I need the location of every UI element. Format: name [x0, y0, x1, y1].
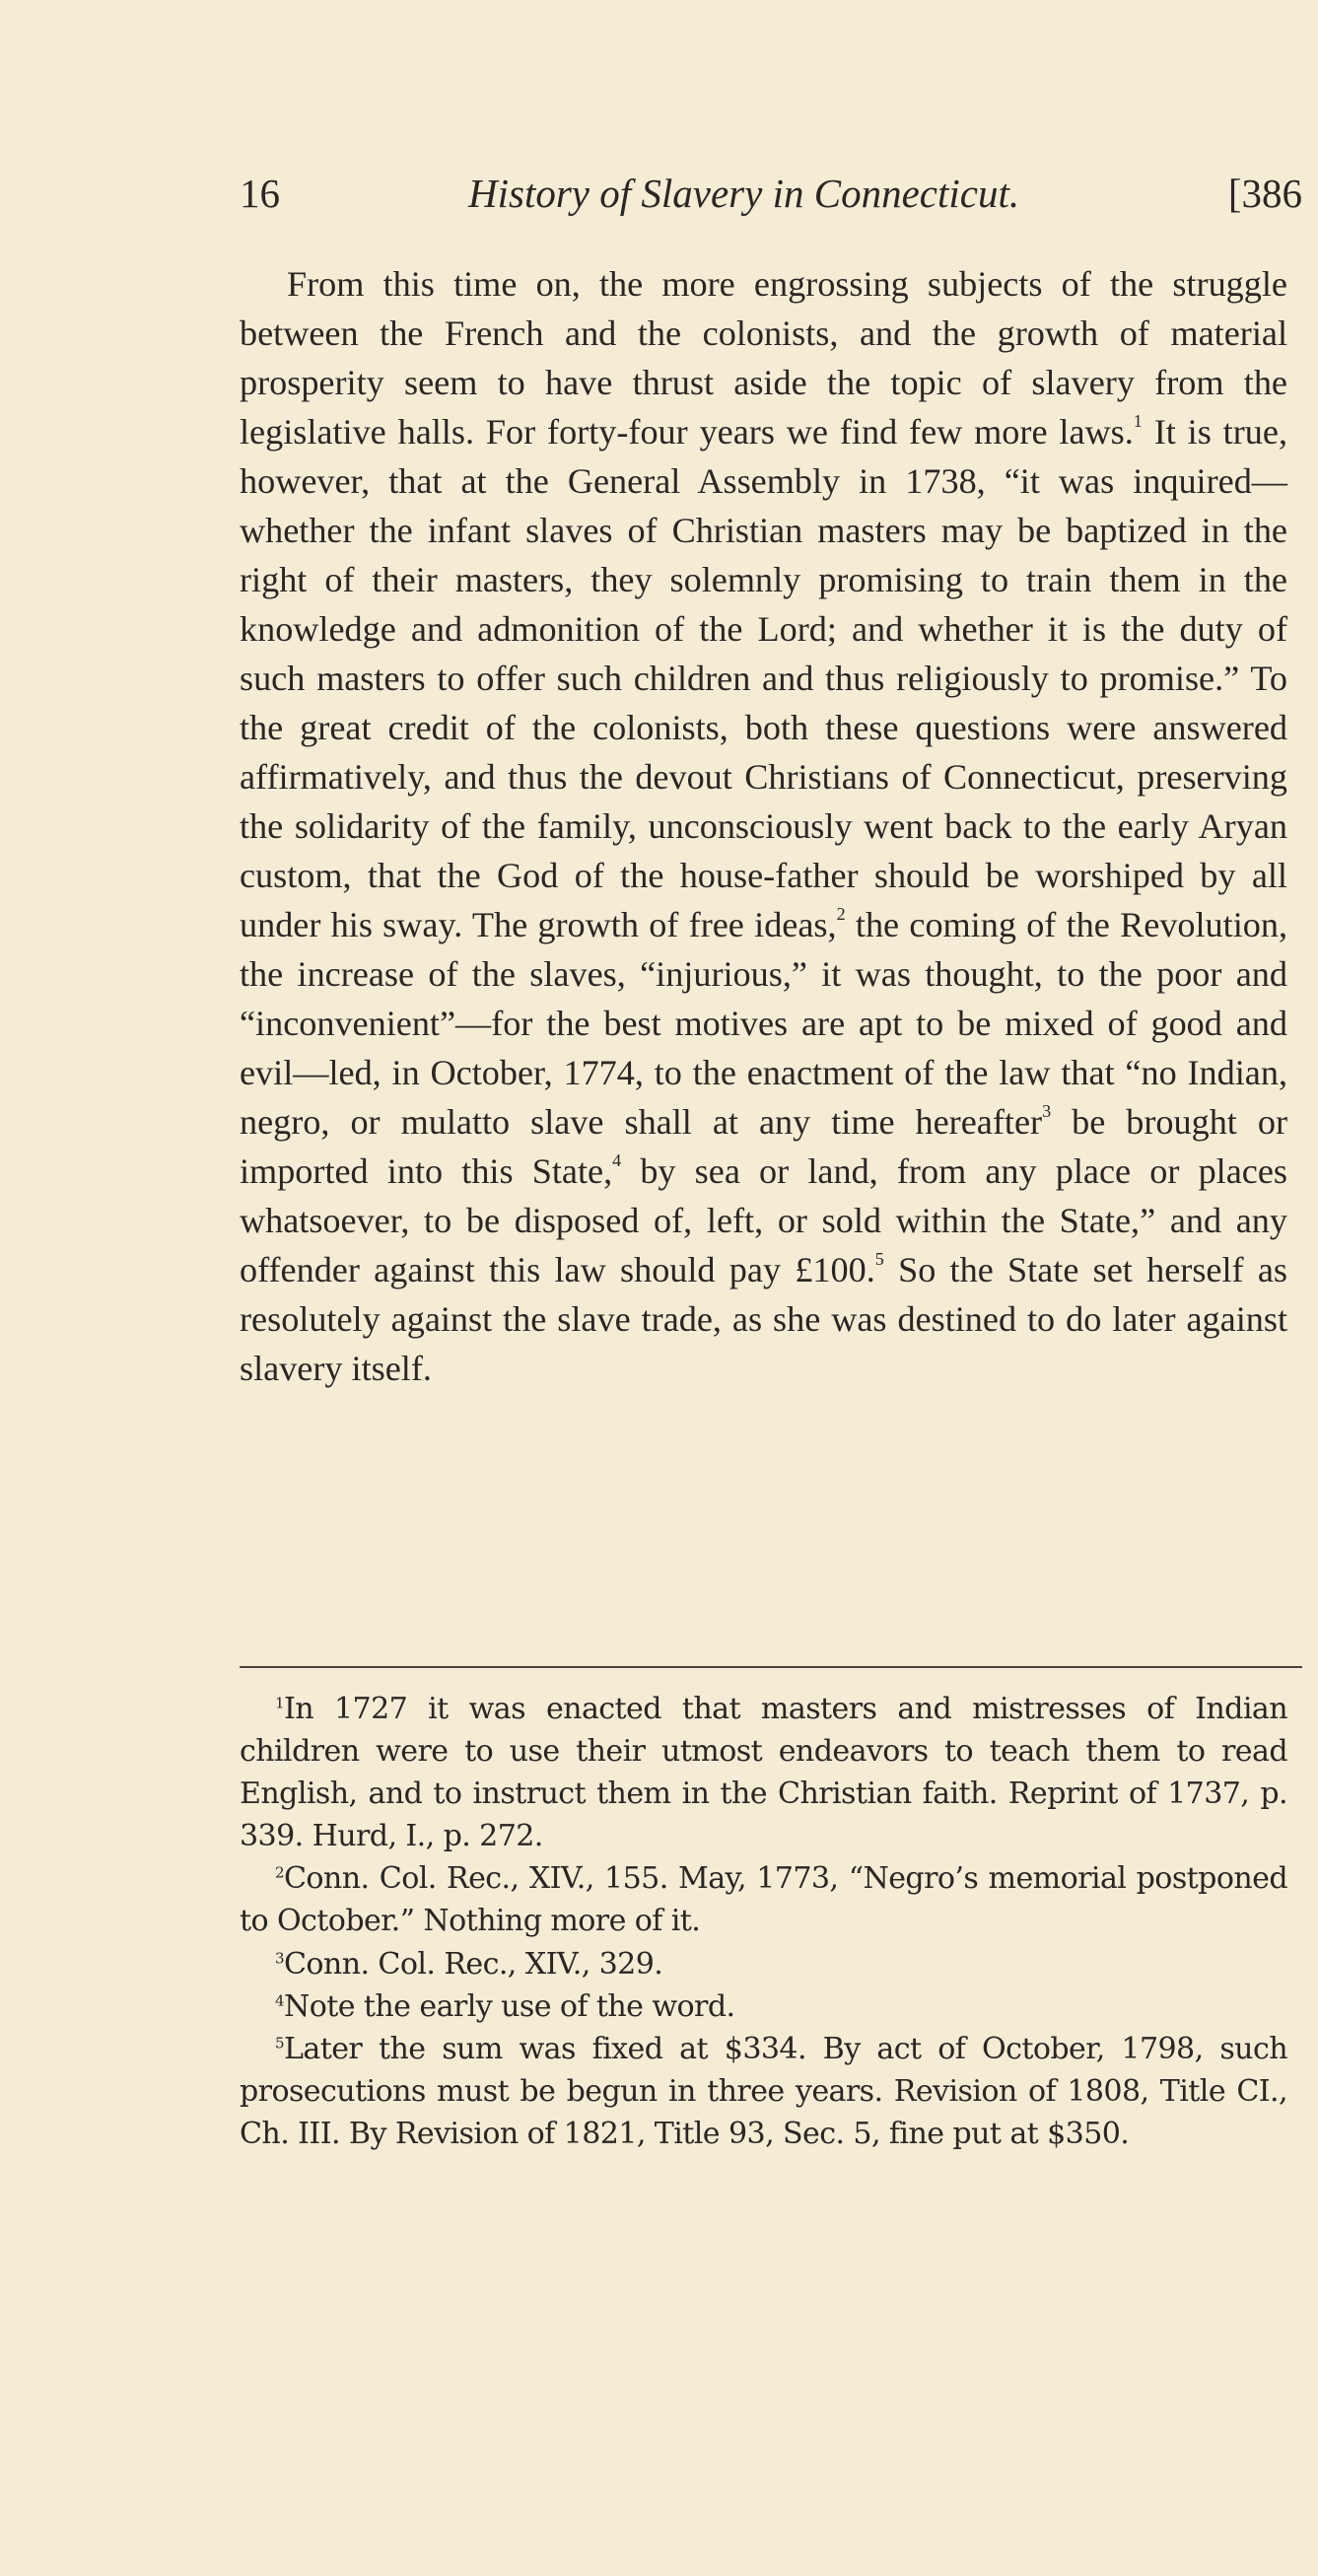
footnote-ref-4: 4	[612, 1149, 622, 1170]
body-segment-1: From this time on, the more engrossing subjects of the struggle between the French and the colonists, and the growth of material prosperity seem to have thrust aside the topic of slavery from the legislative halls. For forty-four years we find few more laws.	[240, 264, 1287, 452]
footnote-ref-3: 3	[1042, 1100, 1052, 1121]
footnote	[240, 1688, 1287, 1857]
footnote	[240, 2028, 1287, 2155]
footnote-text: Conn. Col. Rec., XIV., 155. May, 1773, “Negro’s memorial postponed to October.” Nothing more of it.	[240, 1861, 1287, 1939]
footnote-marker: 2	[275, 1863, 284, 1882]
footnote-marker: 1	[275, 1694, 284, 1712]
body-text	[240, 259, 1287, 1393]
body-segment-3: the coming of the Revolution, the increase of the slaves, “injurious,” it was thought, to the poor and “inconvenient”—for the best motives are apt to be mixed of good and evil—led, in October, 1774, to the enactment of the law that “no Indian, negro, or mulatto slave shall at any time hereafter	[240, 905, 1287, 1142]
body-segment-6: So the State set herself as resolutely against the slave trade, as she was destined to do later against slavery itself.	[240, 1250, 1287, 1388]
footnote-text: Note the early use of the word.	[283, 1988, 735, 2024]
footnote-divider	[240, 1666, 1302, 1668]
footnote-marker: 4	[275, 1991, 284, 2010]
footnote-marker: 5	[275, 2034, 284, 2053]
body-segment-5: by sea or land, from any place or places whatsoever, to be disposed of, left, or sold within the State,” and any offender against this law should pay £100.	[240, 1151, 1287, 1289]
footnote-ref-1: 1	[1133, 410, 1143, 431]
body-segment-4: be brought or imported into this State,	[240, 1102, 1287, 1191]
footnote	[240, 1943, 1287, 1985]
running-title: History of Slavery in Connecticut.	[468, 171, 1020, 216]
page-number: 16	[240, 171, 280, 216]
footnote	[240, 1857, 1287, 1942]
footnote	[240, 1985, 1287, 2028]
footnote-ref-5: 5	[874, 1248, 884, 1269]
original-page-marker: [386	[1227, 171, 1302, 216]
running-head	[240, 166, 1302, 221]
footnote-text: In 1727 it was enacted that masters and mistresses of Indian children were to use their utmost endeavors to teach them to read English, and to instruct them in the Christian faith. Reprint of 1737, p. 339. Hurd, I., p. 272.	[240, 1692, 1287, 1854]
footnote-text: Conn. Col. Rec., XIV., 329.	[283, 1946, 663, 1982]
body-segment-2: It is true, however, that at the General Assembly in 1738, “it was inquired—whether the infant slaves of Christian masters may be baptized in the right of their masters, they solemnly promising to train them in the knowledge and admonition of the Lord; and whether it is the duty of such masters to offer such children and thus religiously to promise.” To the great credit of the colonists, both these questions were answered affirmatively, and thus the devout Christians of Connecticut, preserving the solidarity of the family, unconsciously went back to the early Aryan custom, that the God of the house-father should be worshiped by all under his sway. The growth of free ideas,	[240, 412, 1287, 944]
footnotes	[240, 1688, 1287, 2155]
footnote-text: Later the sum was fixed at $334. By act of October, 1798, such prosecutions must be begun in three years. Revision of 1808, Title CI., Ch. III. By Revision of 1821, Title 93, Sec. 5, fine put at $350.	[240, 2031, 1287, 2151]
footnote-ref-2: 2	[836, 903, 846, 924]
footnote-marker: 3	[275, 1949, 284, 1968]
body-paragraph	[240, 259, 1287, 1393]
